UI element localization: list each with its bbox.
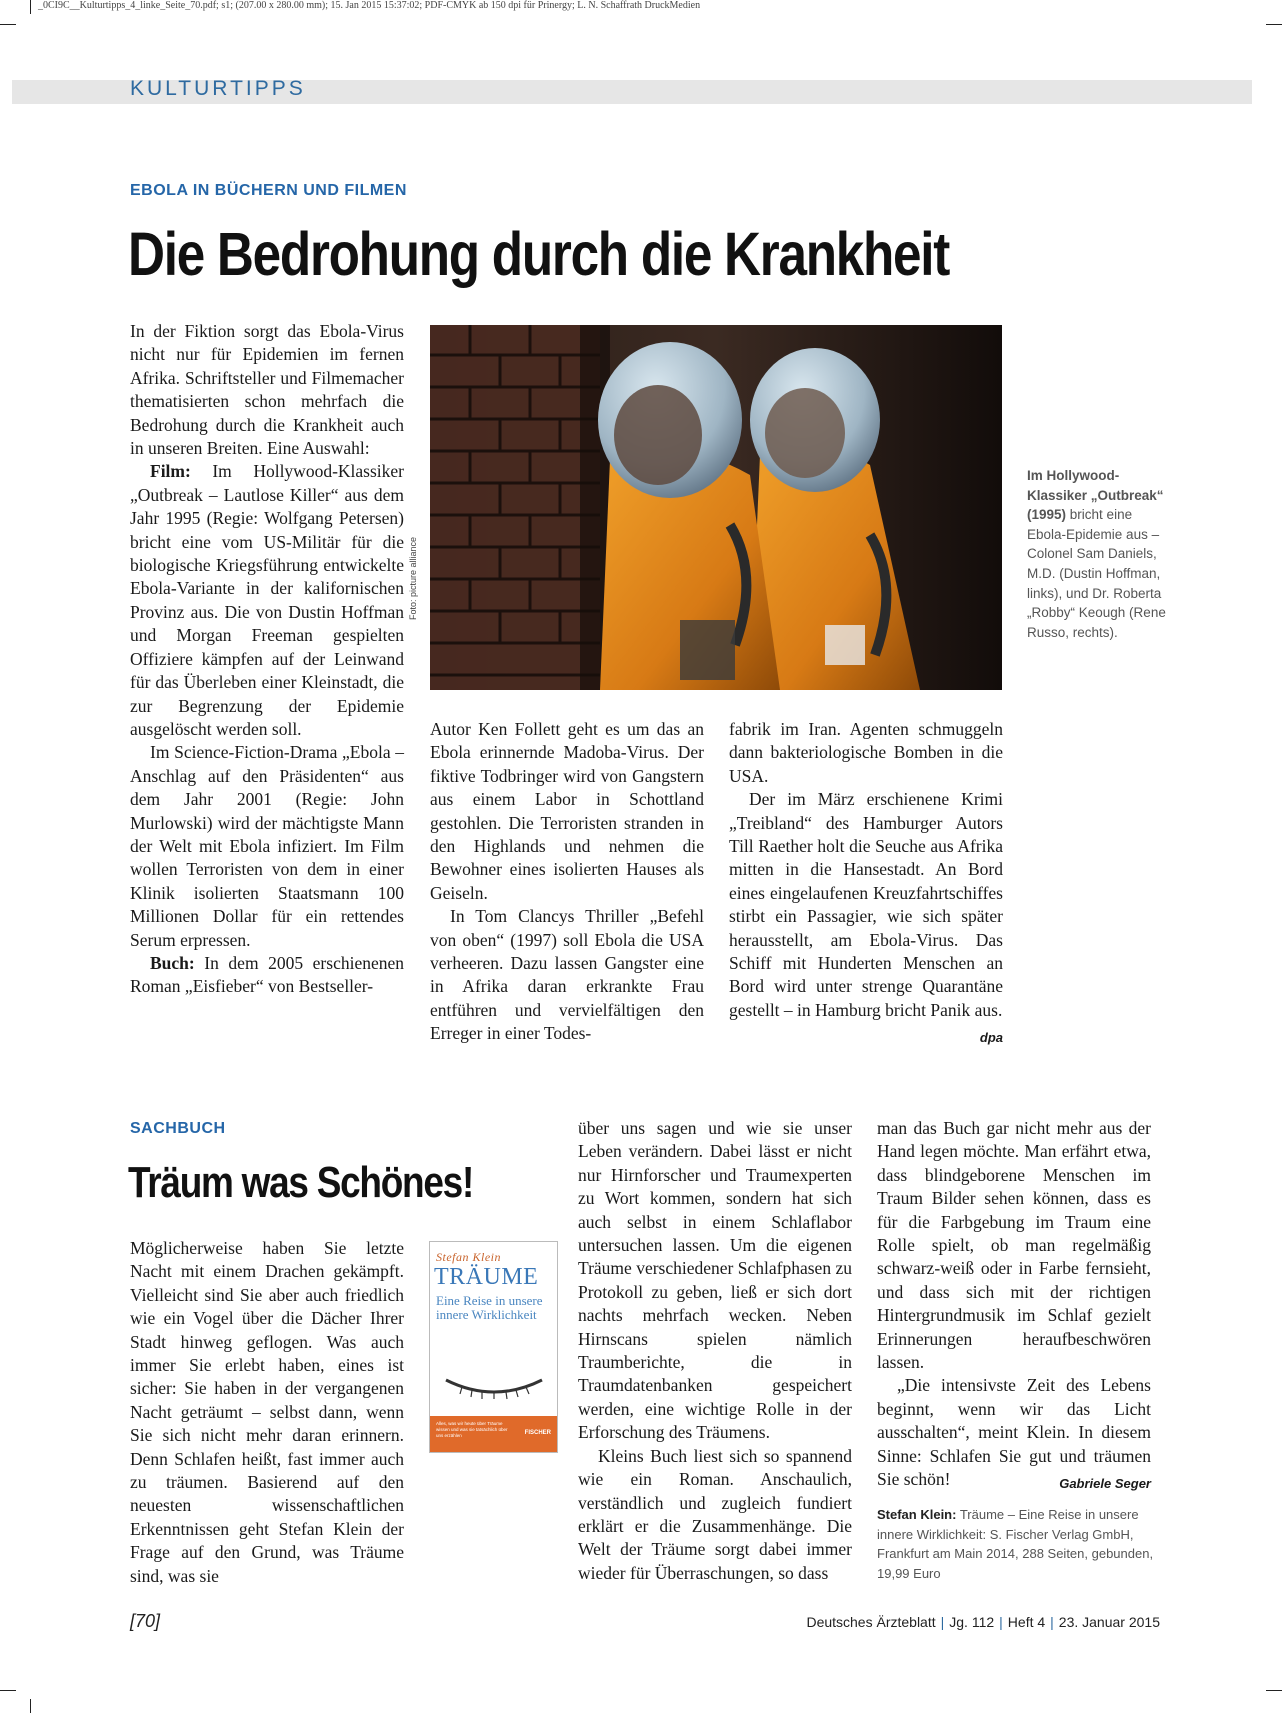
signature: Gabriele Seger [1059, 1476, 1151, 1492]
article2-headline: Träum was Schönes! [128, 1158, 473, 1207]
photo-credit: Foto: picture alliance [408, 536, 418, 620]
journal-date: 23. Januar 2015 [1058, 1614, 1160, 1630]
crop-mark [1266, 24, 1282, 25]
article1-kicker: EBOLA IN BÜCHERN UND FILMEN [130, 182, 407, 199]
book-title: TRÄUME [434, 1264, 539, 1290]
article1-headline: Die Bedrohung durch die Krankheit [128, 220, 950, 288]
signature: dpa [979, 1030, 1003, 1046]
paragraph-text: Im Hollywood-Klassiker „Outbreak – Lautlose Killer“ aus dem Jahr 1995 (Regie: Wolfgang Petersen) bricht eine vom US-Militär für die biologische Kriegsführung entwickelte Ebola-Variante in der kalifornischen Provinz aus. Die von Dustin Hoffman und Morgan Freeman gespielten Offiziere kämpfen auf der Leinwand für das Überleben einer Kleinstadt, die zur Begrenzung der Epidemie ausgelöscht werden soll. [130, 461, 404, 739]
article1-photo [430, 325, 1002, 690]
crop-mark [1266, 1690, 1282, 1691]
closed-eye-icon [442, 1370, 545, 1400]
run-in-label: Buch: [150, 952, 195, 973]
paragraph: Autor Ken Follett geht es um das an Ebola erinnernde Madoba-Virus. Der fiktive Todbringer wird von Gangstern aus einem Labor in Schottland gestohlen. Die Terroristen stranden in den Highlands und nehmen die Bewohner eines isolierten Hauses als Geiseln. [430, 719, 704, 903]
photo-caption [1027, 466, 1167, 642]
article2-column-1 [130, 1237, 404, 1588]
crop-mark [0, 24, 16, 25]
paragraph: In Tom Clancys Thriller „Befehl von oben“ (1997) soll Ebola die USA verheeren. Dazu lassen Gangster eine in Afrika daran erkrankte Frau entführen und vervielfältigen den Erreger in einer Todes- [430, 906, 704, 1044]
separator: | [999, 1614, 1003, 1630]
paragraph: über uns sagen und wie sie unser Leben verändern. Dabei lässt er nicht nur Hirnforscher und Traumexperten zu Wort kommen, sondern hat sich auch selbst in einem Schlaflabor untersuchen lassen. Um die eigenen Träume verschiedener Schlafphasen zu Protokoll zu geben, ließ er sich dort nachts mehrfach wecken. Neben Hirnscans spielen nämlich Traumberichte, die in Traumdatenbanken gespeichert werden, eine wichtige Rolle in der Erforschung des Träumens. [578, 1118, 852, 1443]
journal-name: Deutsches Ärzteblatt [806, 1614, 936, 1630]
book-subtitle: Eine Reise in unsere innere Wirklichkeit [436, 1293, 543, 1322]
paragraph [729, 788, 1003, 1046]
paragraph-text: „Die intensivste Zeit des Lebens beginnt, wenn wir das Licht ausschalten“, meint Klein. In diesem Sinne: Schlafen Sie gut und träumen Sie schön! [877, 1375, 1151, 1490]
journal-volume: Jg. 112 [949, 1614, 995, 1630]
article1-column-3 [729, 718, 1003, 1050]
article1-column-2 [430, 718, 704, 1046]
paragraph-text: Der im März erschienene Krimi „Treibland“ des Hamburger Autors Till Raether holt die Seuche aus Afrika mitten in die Hansestadt. An Bord eines eingelaufenen Kreuzfahrtschiffes stirbt ein Passagier, wie sich später herausstellt, am Ebola-Virus. Das Schiff mit Hunderten Menschen an Bord wird unter strenge Quarantäne gestellt – in Hamburg bricht Panik aus. [729, 789, 1003, 1020]
book-details [877, 1505, 1162, 1583]
book-author: Stefan Klein [436, 1250, 501, 1264]
paragraph: man das Buch gar nicht mehr aus der Hand legen möchte. Man erfährt etwa, dass blindgeborene Menschen im Traum Bilder sehen können, dass es für die Farbgebung im Traum eine Rolle spielt, ob man regelmäßig schwarz-weiß oder in Farbe fernsieht, und dass sich mit der richtigen Hintergrundmusik im Schlaf gezielt Erinnerungen heraufbeschwören lassen. [877, 1118, 1151, 1373]
page-number: [70] [130, 1611, 161, 1631]
hazmat-suits-illustration [430, 325, 1002, 690]
crop-mark [30, 1699, 31, 1713]
paragraph: In der Fiktion sorgt das Ebola-Virus nicht nur für Epidemien im fernen Afrika. Schriftsteller und Filmemacher thematisierten schon mehrfach die Bedrohung durch die Krankheit auch in unseren Breiten. Eine Auswahl: [130, 321, 404, 459]
book-cover-band [430, 1416, 557, 1452]
separator: | [1050, 1614, 1054, 1630]
article2-kicker: SACHBUCH [130, 1120, 226, 1137]
paragraph-text: In dem 2005 erschienenen Roman „Eisfieber“ von Bestseller- [130, 952, 404, 997]
run-in-label: Film: [150, 461, 191, 482]
paragraph: Im Science-Fiction-Drama „Ebola – Anschlag auf den Präsidenten“ aus dem Jahr 2001 (Regie: John Murlowski) wird der mächtigste Mann der Welt mit Ebola infiziert. Im Film wollen Terroristen von dem in einer Klinik isolierten Staatsmann 100 Millionen Dollar für ein rettendes Serum erpressen. [130, 742, 404, 950]
journal-issue: Heft 4 [1007, 1614, 1046, 1630]
book-details-text: Träume – Eine Reise in unsere innere Wirklichkeit: S. Fischer Verlag GmbH, Frankfurt am Main 2014, 288 Seiten, gebunden, 19,99 Euro [877, 1507, 1154, 1581]
footer-journal-info [806, 1614, 1160, 1630]
book-blurb: Alles, was wir heute über Träume wissen und was sie tatsächlich über uns erzählen [436, 1421, 508, 1438]
paragraph [130, 952, 404, 999]
caption-text: bricht eine Ebola-Epidemie aus – Colonel Sam Daniels, M.D. (Dustin Hoffman, links), und Dr. Roberta „Robby“ Keough (Rene Russo, rechts). [1027, 507, 1166, 640]
book-publisher: FISCHER [524, 1430, 551, 1436]
book-details-author: Stefan Klein: [877, 1507, 957, 1522]
print-info-line: _0CI9C__Kulturtipps_4_linke_Seite_70.pdf; s1; (207.00 x 280.00 mm); 15. Jan 2015 15:37:02; PDF-CMYK ab 150 dpi für Prinergy; L. N. Schaffrath DruckMedien [38, 0, 701, 11]
article2-column-3 [877, 1117, 1151, 1496]
book-cover [429, 1241, 558, 1453]
article2-column-2 [578, 1117, 852, 1585]
separator: | [940, 1614, 945, 1630]
section-label: KULTURTIPPS [130, 77, 306, 100]
paragraph: fabrik im Iran. Agenten schmuggeln dann bakteriologische Bomben in die USA. [729, 719, 1003, 786]
paragraph: Kleins Buch liest sich so spannend wie ein Roman. Anschaulich, verständlich und zugleich fundiert erklärt er die Zusammenhänge. Die Welt der Träume sorgt dabei immer wieder für Überraschungen, so dass [578, 1445, 852, 1583]
paragraph [130, 460, 404, 741]
article1-column-1 [130, 320, 404, 999]
crop-mark [0, 1690, 16, 1691]
paragraph: Möglicherweise haben Sie letzte Nacht mit einem Drachen gekämpft. Vielleicht sind Sie aber auch friedlich wie ein Vogel über die Dächer Ihrer Stadt hinweg geflogen. Was auch immer Sie erlebt haben, eines ist sicher: Sie haben in der vergangenen Nacht geträumt – selbst dann, wenn Sie sich nicht mehr daran erinnern. Denn Schlafen heißt, fast immer auch zu träumen. Basierend auf den neuesten wissenschaftlichen Erkenntnissen geht Stefan Klein der Frage auf den Grund, was Träume sind, was sie [130, 1238, 404, 1586]
paragraph [877, 1374, 1151, 1491]
caption-bold: Im Hollywood-Klassiker „Outbreak“ (1995) [1027, 468, 1164, 523]
crop-mark [30, 0, 31, 14]
